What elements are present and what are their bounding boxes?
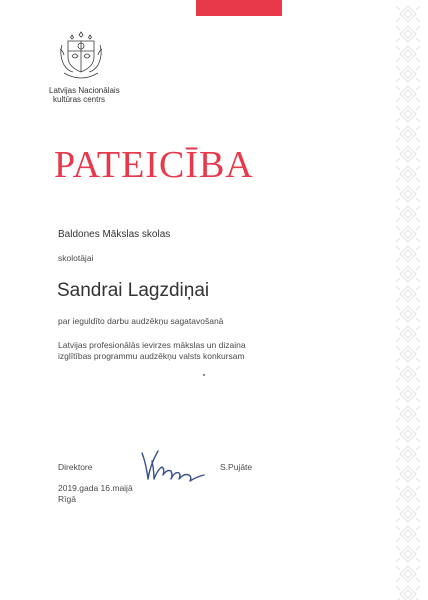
- competition-line-2: izglītības programmu audzēkņu valsts konkursam: [58, 351, 245, 361]
- recipient-role: skolotājai: [58, 253, 94, 263]
- ornament-motif: [396, 106, 420, 122]
- top-accent-band: [196, 0, 282, 16]
- org-name-line-1: Latvijas Nacionālais: [49, 86, 120, 95]
- ornament-motif: [396, 486, 420, 502]
- ornament-motif: [396, 566, 420, 582]
- org-name-line-2: kultūras centrs: [53, 95, 106, 104]
- ornament-motif: [396, 446, 420, 462]
- school-name: Baldones Mākslas skolas: [58, 229, 171, 240]
- ornament-motif: [396, 366, 420, 382]
- ornament-motif: [396, 46, 420, 62]
- ornament-motif: [396, 526, 420, 542]
- ornament-motif: [396, 86, 420, 102]
- ornament-motif: [396, 286, 420, 302]
- director-signature: [138, 447, 214, 487]
- ornament-motif: [396, 246, 420, 262]
- ornament-motif: [396, 426, 420, 442]
- ornament-motif: [396, 6, 420, 22]
- ornament-motif: [396, 326, 420, 342]
- ornament-motif: [396, 26, 420, 42]
- director-label: Direktore: [58, 462, 93, 472]
- competition-line-1: Latvijas profesionālās ievirzes mākslas un dizaina: [58, 340, 246, 350]
- ornament-motif: [396, 186, 420, 202]
- ornament-motif: [396, 146, 420, 162]
- ornament-motif: [396, 466, 420, 482]
- coat-of-arms-icon: [58, 29, 104, 83]
- ornament-motif: [396, 406, 420, 422]
- ornament-motif: [396, 506, 420, 522]
- folk-ornament-border: [394, 0, 422, 600]
- ornament-motif: [396, 166, 420, 182]
- issue-date: 2019.gada 16.maijā: [58, 483, 133, 493]
- ornament-motif: [396, 206, 420, 222]
- ornament-motif: [396, 306, 420, 322]
- ornament-motif: [396, 546, 420, 562]
- ornament-motif: [396, 266, 420, 282]
- ornament-motif: [396, 346, 420, 362]
- issue-place: Rīgā: [58, 494, 76, 504]
- ornament-motif: [396, 66, 420, 82]
- ornament-motif: [396, 126, 420, 142]
- ornament-motif: [396, 386, 420, 402]
- recognition-reason: par ieguldīto darbu audzēkņu sagatavošanā: [58, 316, 224, 326]
- stray-mark: [203, 374, 205, 376]
- recipient-name: Sandrai Lagzdiņai: [57, 280, 210, 301]
- certificate-title: PATEICĪBA: [54, 144, 254, 186]
- ornament-motif: [396, 586, 420, 600]
- director-name: S.Pujāte: [220, 462, 253, 472]
- ornament-motif: [396, 226, 420, 242]
